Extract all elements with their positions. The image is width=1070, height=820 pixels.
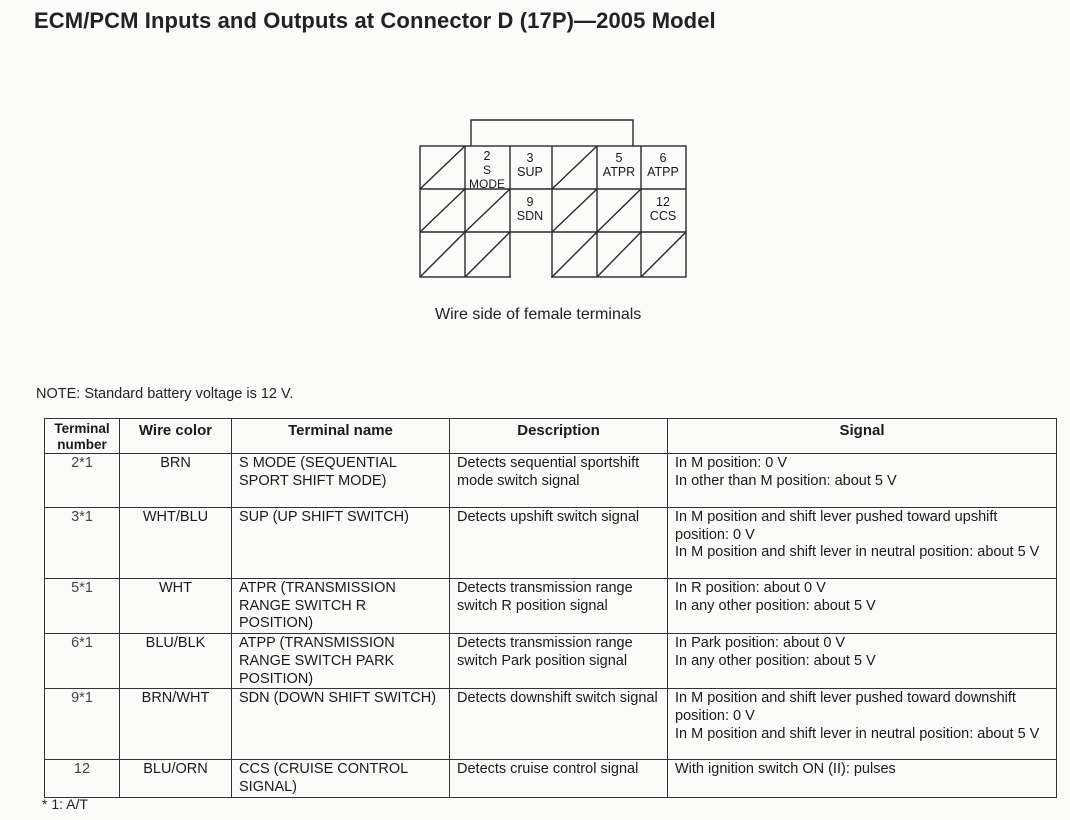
- signal-line: In M position and shift lever in neutral position: about 5 V: [675, 544, 1040, 561]
- terminal-name-cell: S MODE (SEQUENTIAL SPORT SHIFT MODE): [232, 454, 450, 508]
- table-row: [45, 634, 1057, 689]
- table-row: [45, 689, 1057, 760]
- page-title: ECM/PCM Inputs and Outputs at Connector D (17P)—2005 Model: [34, 8, 716, 33]
- wire-color-cell: WHT/BLU: [120, 508, 232, 579]
- terminal-9-label: 9 SDN: [516, 195, 544, 223]
- signal-line: In any other position: about 5 V: [675, 597, 876, 614]
- table-header-row: [45, 419, 1057, 454]
- col-signal: Signal: [668, 419, 1057, 454]
- terminal-name-cell: ATPP (TRANSMISSION RANGE SWITCH PARK POSITION): [232, 634, 450, 689]
- footnote: * 1: A/T: [42, 796, 88, 812]
- wire-color-cell: BLU/ORN: [120, 760, 232, 797]
- col-wire-color: Wire color: [120, 419, 232, 454]
- terminal-name-cell: SDN (DOWN SHIFT SWITCH): [232, 689, 450, 760]
- wire-color-cell: WHT: [120, 579, 232, 634]
- terminal-cell: 9*1: [45, 689, 120, 760]
- terminal-cell: 6*1: [45, 634, 120, 689]
- signal-line: In Park position: about 0 V: [675, 635, 846, 652]
- signal-cell: [668, 508, 1057, 579]
- voltage-note: NOTE: Standard battery voltage is 12 V.: [36, 386, 294, 402]
- description-cell: Detects cruise control signal: [450, 760, 668, 797]
- connector-caption: Wire side of female terminals: [435, 306, 642, 323]
- connector-diagram: [0, 0, 1070, 300]
- terminal-name-cell: ATPR (TRANSMISSION RANGE SWITCH R POSITION): [232, 579, 450, 634]
- signal-cell: [668, 760, 1057, 797]
- terminal-cell: 3*1: [45, 508, 120, 579]
- terminal-3-label: 3 SUP: [517, 151, 543, 179]
- terminal-cell: 5*1: [45, 579, 120, 634]
- description-cell: Detects transmission range switch R position signal: [450, 579, 668, 634]
- terminal-cell: 12: [45, 760, 120, 797]
- description-cell: Detects transmission range switch Park position signal: [450, 634, 668, 689]
- description-cell: Detects sequential sportshift mode switch signal: [450, 454, 668, 508]
- signal-line: In any other position: about 5 V: [675, 652, 876, 669]
- col-description: Description: [450, 419, 668, 454]
- signal-line: With ignition switch ON (II): pulses: [675, 761, 896, 778]
- signal-cell: [668, 689, 1057, 760]
- terminal-12-label: 12 CCS: [649, 195, 677, 223]
- table-row: [45, 579, 1057, 634]
- terminal-cell: 2*1: [45, 454, 120, 508]
- signal-line: In R position: about 0 V: [675, 580, 826, 596]
- col-terminal-name: Terminal name: [232, 419, 450, 454]
- description-cell: Detects upshift switch signal: [450, 508, 668, 579]
- description-cell: Detects downshift switch signal: [450, 689, 668, 760]
- signal-line: In M position and shift lever in neutral position: about 5 V: [675, 725, 1040, 742]
- wire-color-cell: BLU/BLK: [120, 634, 232, 689]
- signal-line: In other than M position: about 5 V: [675, 472, 897, 489]
- signal-cell: [668, 454, 1057, 508]
- signal-cell: [668, 634, 1057, 689]
- signal-cell: [668, 579, 1057, 634]
- terminal-name-cell: CCS (CRUISE CONTROL SIGNAL): [232, 760, 450, 797]
- table-body: [45, 454, 1057, 798]
- signal-line: In M position and shift lever pushed toward upshift position: 0 V: [675, 509, 998, 543]
- table-row: [45, 508, 1057, 579]
- terminal-6-label: 6 ATPP: [647, 151, 679, 179]
- connector-outline: [0, 0, 1070, 300]
- table-row: [45, 454, 1057, 508]
- col-terminal-number: Terminal number: [45, 419, 120, 454]
- terminal-2-label: 2 S MODE: [469, 149, 505, 191]
- signal-line: In M position: 0 V: [675, 455, 788, 471]
- signal-table: [44, 418, 1057, 798]
- terminal-5-label: 5 ATPR: [602, 151, 636, 179]
- wire-color-cell: BRN: [120, 454, 232, 508]
- table-row: [45, 760, 1057, 797]
- signal-line: In M position and shift lever pushed toward downshift position: 0 V: [675, 690, 1016, 724]
- terminal-name-cell: SUP (UP SHIFT SWITCH): [232, 508, 450, 579]
- wire-color-cell: BRN/WHT: [120, 689, 232, 760]
